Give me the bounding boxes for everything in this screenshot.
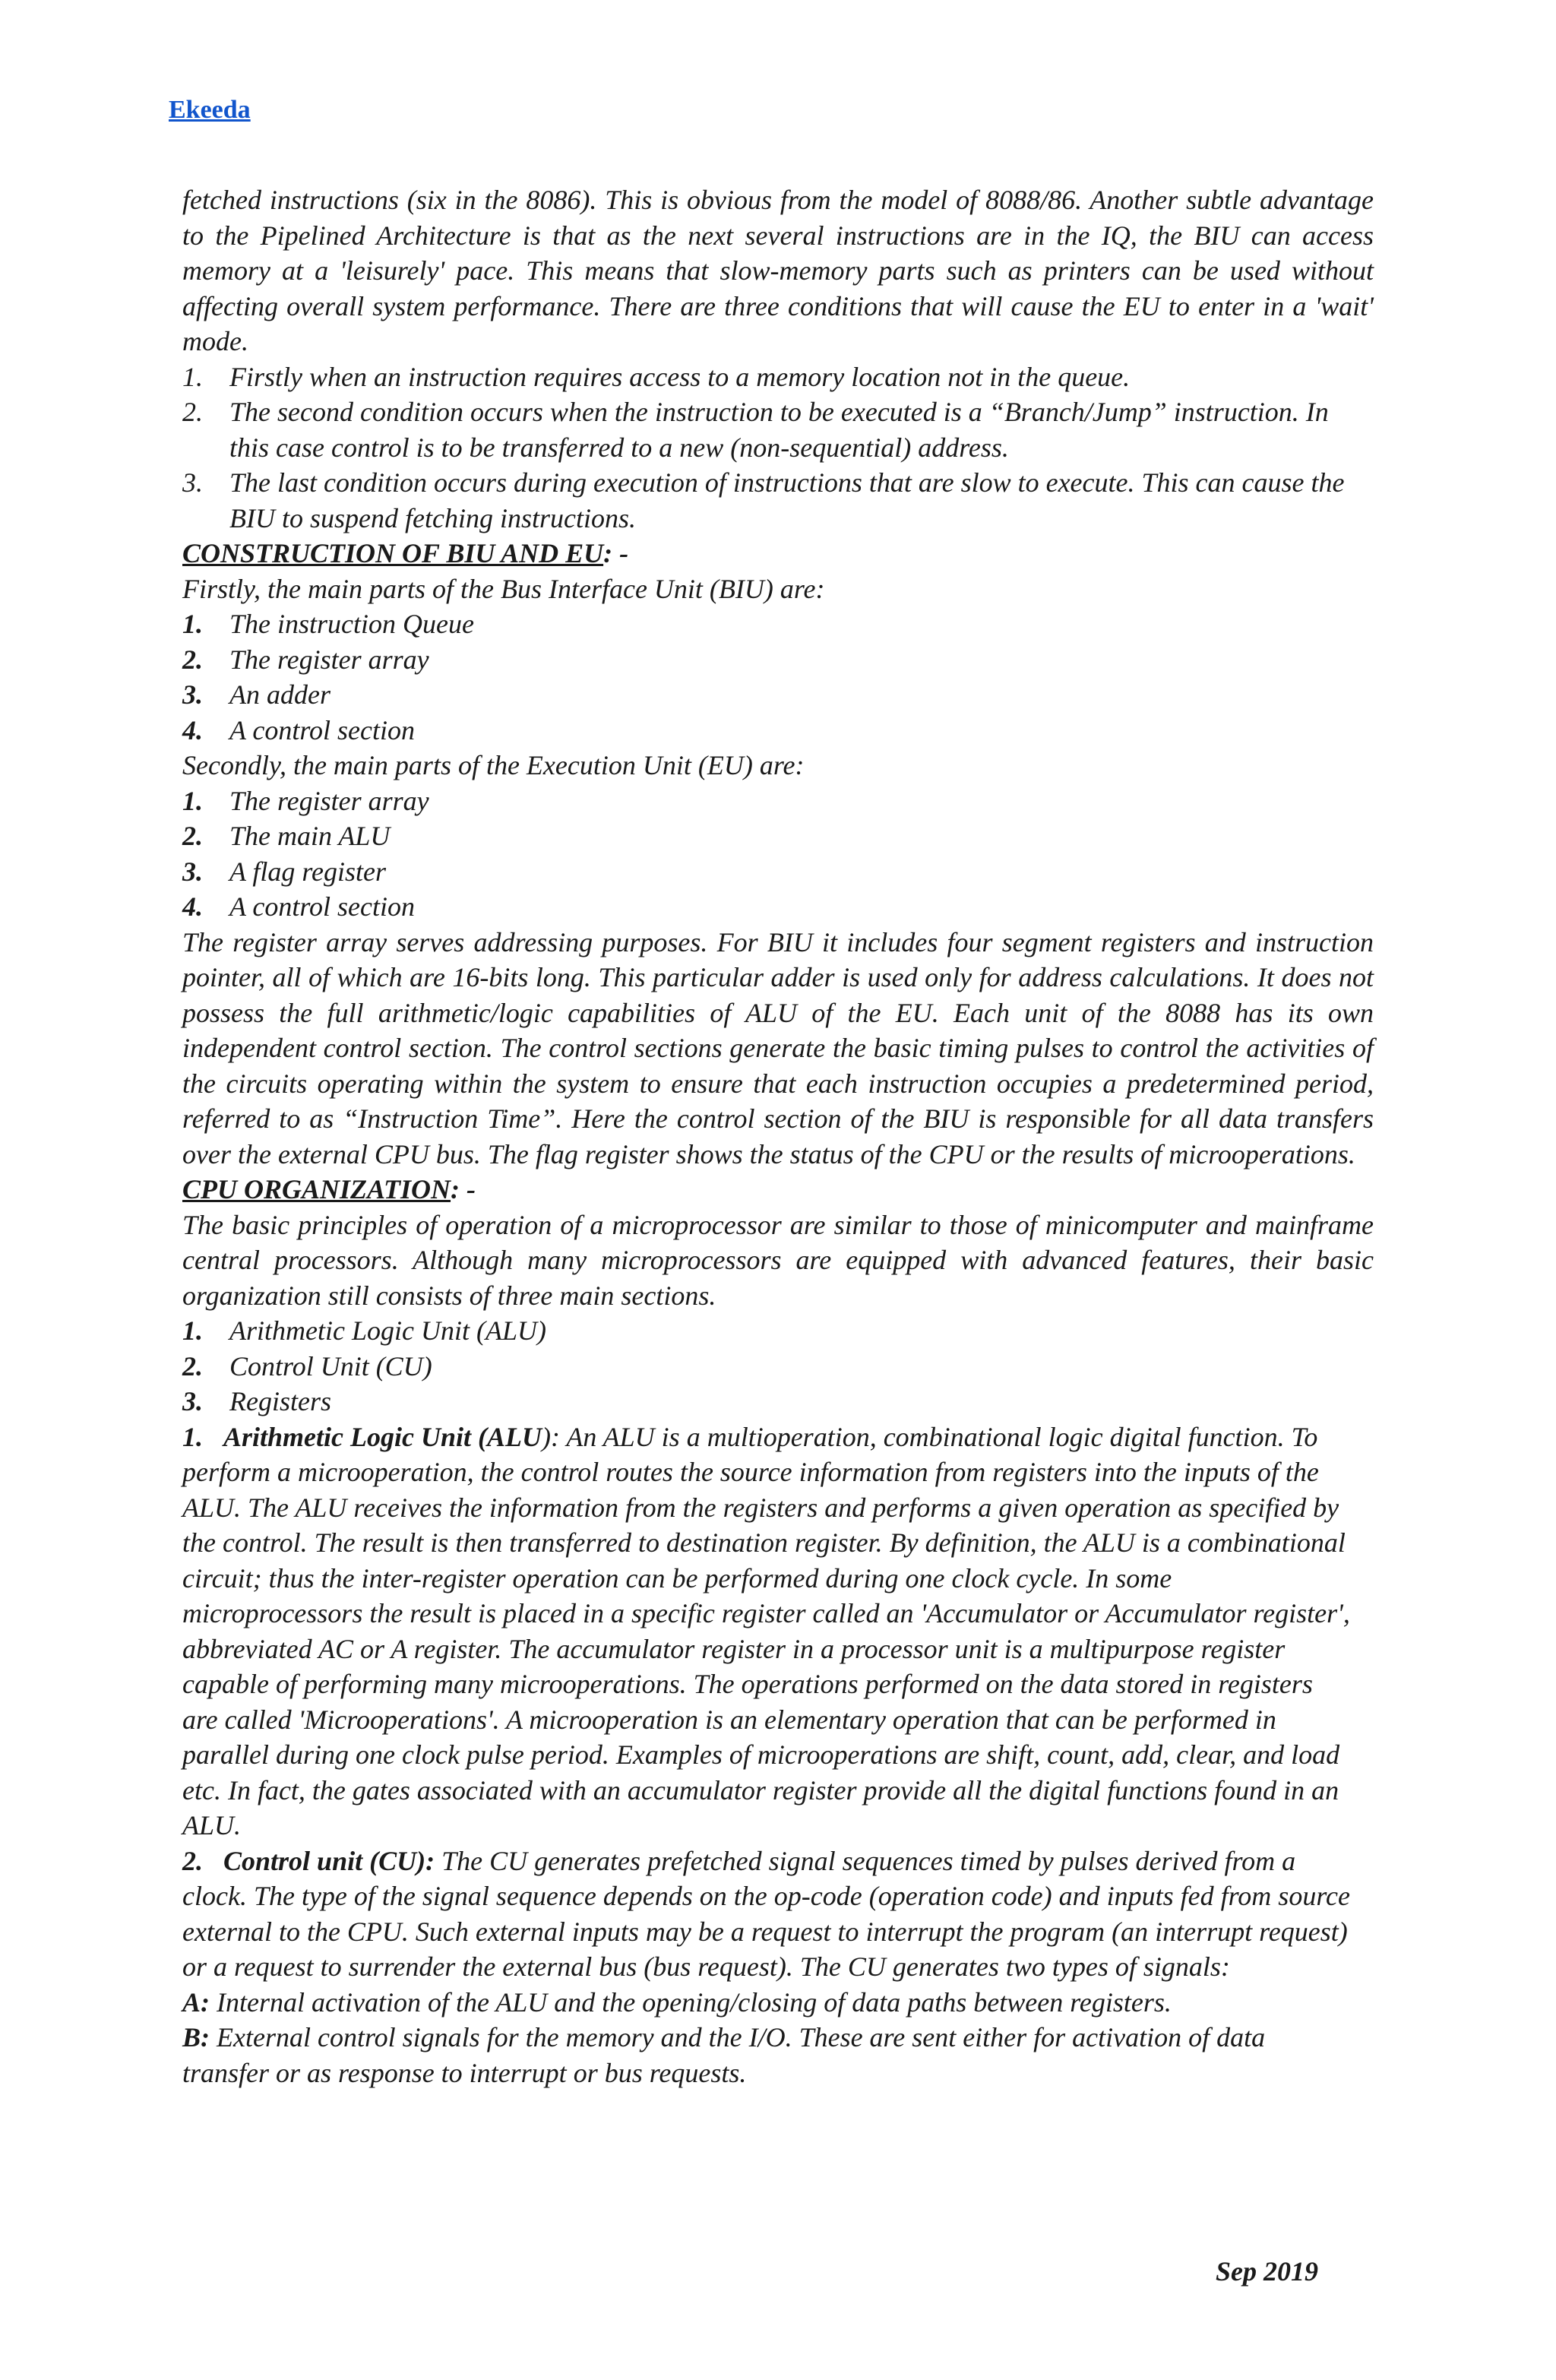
list-text: A control section [229,891,415,922]
section-heading-construction [182,536,1374,571]
list-number: 3. [182,856,203,887]
list-text: Registers [229,1386,331,1416]
list-number: 1. [182,609,203,639]
heading-suffix: : - [603,538,629,568]
list-text: Firstly when an instruction requires access to a memory location not in the queue. [229,361,1131,392]
list-text: The register array [229,644,429,675]
list-number: 1. [182,785,203,816]
list-number: 4. [182,891,203,922]
list-text: The main ALU [229,821,391,851]
list-item [182,606,1374,642]
signal-text: Internal activation of the ALU and the opening/closing of data paths between registers. [210,1986,1172,2018]
list-text: A control section [229,714,415,745]
cpu-paragraph: The basic principles of operation of a microprocessor are similar to those of minicomputer and mainframe central processors. Although many microprocessors are equipped with advanced features, their basic organization still consists of three main sections. [182,1209,1374,1311]
cu-section [182,1844,1352,1985]
list-number: 3. [182,1386,203,1416]
list-text: A flag register [229,856,386,887]
section-text: The CU generates prefetched signal sequences timed by pulses derived from a clock. The type of the signal sequence depends on the op-code (operation code) and inputs fed from source external to the CPU. Such external inputs may be a request to interrupt the program (an interrupt request) or a request to surrender the external bus (bus request). The CU generates two types of signals: [182,1845,1350,1982]
wait-conditions-list [182,359,1374,536]
signal-a [182,1985,1352,2021]
list-number: 1. [182,1315,203,1346]
section-title: Control unit (CU): [223,1845,435,1876]
list-number: 3. [182,467,203,498]
list-number: 2. [182,397,203,427]
list-text: The register array [229,785,429,816]
list-item [182,642,1374,678]
list-item [182,783,1374,819]
alu-section [182,1419,1352,1844]
list-text: The last condition occurs during execution of instructions that are slow to execute. This can cause the BIU to suspend fetching instructions. [229,467,1345,533]
section-heading-cpu-organization [182,1172,1374,1207]
list-number: 2. [182,821,203,851]
list-item [182,359,1374,395]
list-item [182,713,1374,748]
list-number: 4. [182,714,203,745]
list-text: Control Unit (CU) [229,1350,432,1381]
signal-text: External control signals for the memory and the I/O. These are sent either for activation of data transfer or as response to interrupt or bus requests. [182,2022,1266,2088]
list-item [182,854,1374,890]
list-number: 1. [182,361,203,392]
brand-link[interactable]: Ekeeda [169,96,251,124]
register-paragraph: The register array serves addressing purposes. For BIU it includes four segment registers and instruction pointer, all of which are 16-bits long. This particular adder is used only for address calculations. It does not possess the full arithmetic/logic capabilities of ALU of the EU. Each unit of the 8088 has its own independent control section. The control sections generate the basic timing pulses to control the activities of the circuits operating within the system to ensure that each instruction occupies a predetermined period, referred to as “Instruction Time”. Here the control section of the BIU is responsible for all data transfers over the external CPU bus. The flag register shows the status of the CPU or the results of microoperations. [182,926,1374,1169]
list-item [182,818,1374,854]
list-number: 2. [182,644,203,675]
section-number: 1. [182,1421,203,1452]
list-number: 3. [182,679,203,710]
list-text: An adder [229,679,330,710]
cpu-sections-list [182,1313,1374,1419]
heading-title: CONSTRUCTION OF BIU AND EU [182,538,604,568]
list-item [182,677,1374,713]
signal-label: B: [182,2022,210,2052]
list-item [182,465,1374,536]
list-item [182,1313,1374,1349]
list-text: Arithmetic Logic Unit (ALU) [229,1315,546,1346]
list-item [182,1349,1374,1385]
section-title-suffix: ): [542,1421,560,1452]
biu-intro: Firstly, the main parts of the Bus Interface Unit (BIU) are: [182,573,825,604]
list-item [182,1384,1374,1419]
section-text: An ALU is a multioperation, combinational logic digital function. To perform a microoperation, the control routes the source information from registers into the inputs of the ALU. The ALU receives the information from the registers and performs a given operation as specified by the control. The result is then transferred to destination register. By definition, the ALU is a combinational circuit; thus the inter-register operation can be performed during one clock cycle. In some microprocessors the result is placed in a specific register called an 'Accumulator or Accumulator register', abbreviated AC or A register. The accumulator register in a processor unit is a multipurpose register capable of performing many microoperations. The operations performed on the data stored in registers are called 'Microoperations'. A microoperation is an elementary operation that can be performed in parallel during one clock pulse period. Examples of microoperations are shift, count, add, clear, and load etc. In fact, the gates associated with an accumulator register provide all the digital functions found in an ALU. [182,1421,1350,1840]
section-number: 2. [182,1845,203,1876]
section-title: Arithmetic Logic Unit (ALU [223,1421,542,1452]
eu-intro: Secondly, the main parts of the Execution Unit (EU) are: [182,750,805,780]
heading-suffix: : - [451,1174,476,1204]
biu-parts-list [182,606,1374,748]
eu-parts-list [182,783,1374,925]
heading-title: CPU ORGANIZATION [182,1174,451,1204]
signal-label: A: [182,1986,210,2018]
list-item [182,394,1354,465]
footer-date: Sep 2019 [1216,2256,1318,2287]
list-item [182,889,1374,925]
list-number: 2. [182,1350,203,1381]
signal-b [182,2020,1352,2090]
intro-paragraph: fetched instructions (six in the 8086). This is obvious from the model of 8088/86. Another subtle advantage to the Pipelined Architecture is that as the next several instructions are in the IQ, the BIU can access memory at a 'leisurely' pace. This means that slow-memory parts such as printers can be used without affecting overall system performance. There are three conditions that will cause the EU to enter in a 'wait' mode. [182,185,1374,356]
list-text: The second condition occurs when the instruction to be executed is a “Branch/Jump” instruction. In this case control is to be transferred to a new (non-sequential) address. [229,397,1329,463]
list-text: The instruction Queue [229,609,474,639]
page-content [182,182,1374,2090]
